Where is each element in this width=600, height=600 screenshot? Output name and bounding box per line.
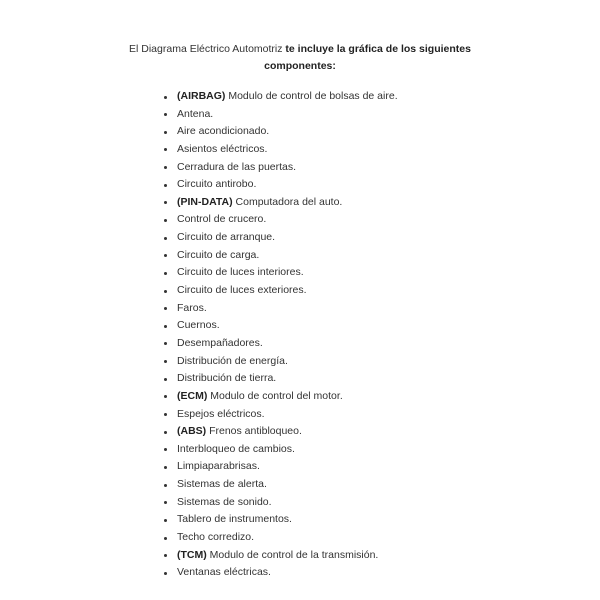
list-item (164, 511, 398, 529)
list-item (164, 406, 398, 424)
bullet-icon (164, 448, 167, 451)
list-item-text: Circuito de carga. (177, 248, 260, 261)
list-item (164, 264, 398, 282)
bullet-icon (164, 519, 167, 522)
list-item-text: Limpiaparabrisas. (177, 460, 260, 473)
bullet-icon (164, 219, 167, 222)
list-item-keyword: (ECM) (177, 389, 208, 402)
list-item (164, 229, 398, 247)
list-item (164, 494, 398, 512)
list-item-keyword: (TCM) (177, 548, 207, 561)
bullet-icon (164, 237, 167, 240)
list-item-text: Techo corredizo. (177, 531, 255, 544)
intro-paragraph (100, 41, 500, 75)
bullet-icon (164, 148, 167, 151)
list-item-text: Cerradura de las puertas. (177, 160, 297, 173)
bullet-icon (164, 431, 167, 434)
list-item-text: Control de crucero. (177, 213, 267, 226)
list-item (164, 547, 398, 565)
list-item (164, 194, 398, 212)
intro-bold-text: te incluye la gráfica de los siguientes componentes: (264, 43, 471, 72)
list-item (164, 388, 398, 406)
bullet-icon (164, 484, 167, 487)
list-item (164, 564, 398, 582)
list-item-text: Modulo de control de bolsas de aire. (225, 90, 398, 102)
list-item-keyword: (AIRBAG) (177, 90, 226, 102)
list-item (164, 282, 398, 300)
list-item-text: Circuito de arranque. (177, 231, 276, 244)
bullet-icon (164, 466, 167, 469)
list-item (164, 458, 398, 476)
list-item-text: Circuito de luces exteriores. (177, 284, 307, 297)
list-item (164, 88, 398, 106)
bullet-icon (164, 96, 167, 99)
bullet-icon (164, 184, 167, 187)
list-item (164, 247, 398, 265)
list-item (164, 423, 398, 441)
list-item-text: Aire acondicionado. (177, 125, 270, 138)
list-item (164, 159, 398, 177)
list-item-keyword: (PIN-DATA) (177, 195, 233, 208)
list-item-text: Antena. (177, 107, 214, 120)
bullet-icon (164, 254, 167, 257)
bullet-icon (164, 572, 167, 575)
bullet-icon (164, 360, 167, 363)
bullet-icon (164, 113, 167, 116)
list-item (164, 317, 398, 335)
bullet-icon (164, 413, 167, 416)
list-item-text: Ventanas eléctricas. (177, 566, 271, 579)
list-item-text: Modulo de control de la transmisión. (206, 548, 379, 561)
list-item-text: Sistemas de alerta. (177, 478, 267, 491)
component-list (164, 88, 398, 582)
list-item-text: Sistemas de sonido. (177, 495, 272, 508)
list-item (164, 176, 398, 194)
list-item-text: Cuernos. (177, 319, 220, 332)
list-item-text: Distribución de energía. (177, 354, 288, 367)
list-item (164, 335, 398, 353)
list-item-text: Frenos antibloqueo. (206, 425, 302, 438)
bullet-icon (164, 325, 167, 328)
bullet-icon (164, 342, 167, 345)
list-item-text: Distribución de tierra. (177, 372, 277, 385)
list-item (164, 300, 398, 318)
list-item-text: Espejos eléctricos. (177, 407, 265, 420)
list-item-text: Modulo de control del motor. (207, 389, 343, 402)
list-item (164, 106, 398, 124)
bullet-icon (164, 201, 167, 204)
list-item-text: Tablero de instrumentos. (177, 513, 292, 526)
list-item (164, 211, 398, 229)
bullet-icon (164, 395, 167, 398)
list-item (164, 353, 398, 371)
bullet-icon (164, 166, 167, 169)
list-item-text: Circuito de luces interiores. (177, 266, 304, 279)
list-item-keyword: (ABS) (177, 425, 207, 438)
bullet-icon (164, 272, 167, 275)
list-item-text: Circuito antirobo. (177, 178, 257, 191)
bullet-icon (164, 554, 167, 557)
bullet-icon (164, 290, 167, 293)
bullet-icon (164, 131, 167, 134)
list-item-text: Interbloqueo de cambios. (177, 442, 295, 455)
bullet-icon (164, 501, 167, 504)
list-item (164, 370, 398, 388)
list-item (164, 476, 398, 494)
list-item-text: Faros. (177, 301, 207, 314)
bullet-icon (164, 537, 167, 540)
bullet-icon (164, 307, 167, 310)
list-item (164, 141, 398, 159)
list-item-text: Computadora del auto. (232, 195, 343, 208)
bullet-icon (164, 378, 167, 381)
list-item-text: Asientos eléctricos. (177, 142, 268, 155)
intro-normal-text: El Diagrama Eléctrico Automotriz (129, 43, 286, 55)
list-item-text: Desempañadores. (177, 336, 263, 349)
list-item (164, 123, 398, 141)
list-item (164, 441, 398, 459)
list-item (164, 529, 398, 547)
